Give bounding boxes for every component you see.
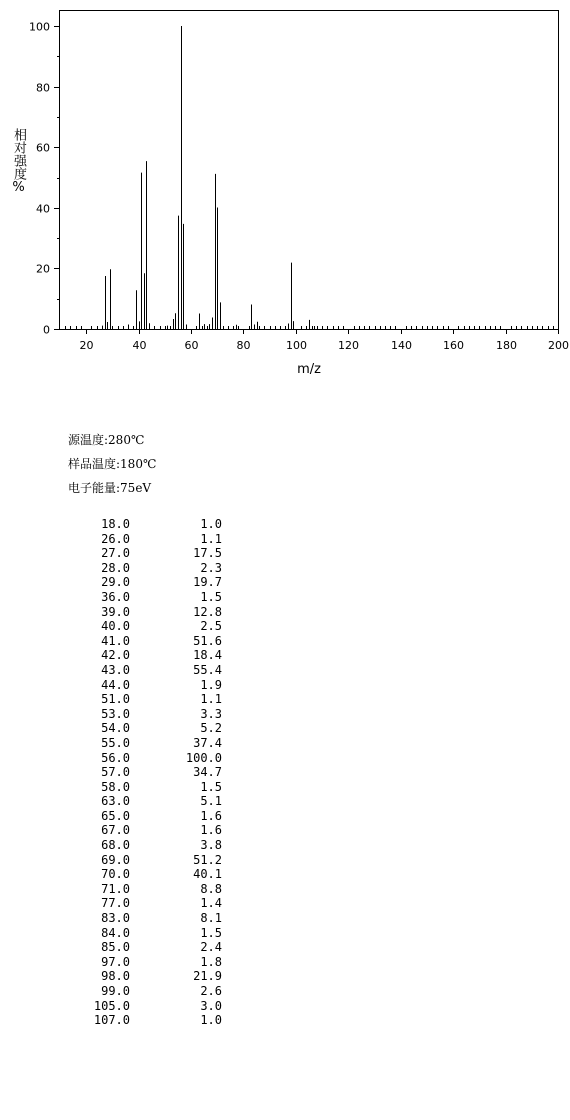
table-row	[68, 575, 222, 590]
abundance-value: 1.0	[200, 1013, 222, 1028]
abundance-value: 51.2	[193, 852, 222, 867]
mz-value: 99.0	[101, 984, 130, 998]
mz-value: 97.0	[101, 954, 130, 969]
y-axis-ticks	[29, 21, 60, 337]
abundance-value: 1.6	[200, 808, 222, 823]
table-row	[68, 896, 222, 911]
sample-temperature: 样品温度:180℃	[68, 457, 157, 471]
table-row	[68, 882, 222, 897]
mz-value: 58.0	[101, 779, 130, 794]
abundance-value: 1.5	[200, 779, 222, 794]
abundance-value: 2.4	[200, 940, 222, 955]
table-row	[68, 999, 222, 1014]
mz-value: 107.0	[93, 1013, 130, 1028]
table-row	[68, 969, 222, 984]
acquisition-conditions	[68, 428, 156, 500]
abundance-value: 55.4	[193, 662, 222, 677]
mz-value: 70.0	[101, 867, 130, 882]
abundance-value: 3.0	[200, 998, 222, 1013]
table-row	[68, 940, 222, 955]
mz-value: 27.0	[101, 546, 130, 561]
abundance-value: 1.8	[200, 954, 222, 969]
table-row	[68, 838, 222, 853]
mz-value: 42.0	[101, 648, 130, 663]
abundance-value: 5.1	[200, 794, 222, 809]
abundance-value: 19.7	[193, 575, 222, 590]
x-tick-label: 120	[338, 339, 359, 352]
mz-value: 43.0	[101, 662, 130, 677]
y-axis-label-box	[11, 128, 27, 195]
table-row	[68, 590, 222, 605]
mz-value: 85.0	[101, 940, 130, 955]
table-row	[68, 926, 222, 941]
y-tick-label: 20	[36, 262, 50, 276]
mz-value: 51.0	[101, 692, 130, 707]
abundance-value: 1.0	[200, 517, 222, 531]
table-row	[68, 955, 222, 970]
table-row	[68, 984, 222, 999]
abundance-value: 51.6	[193, 633, 222, 648]
mz-value: 39.0	[101, 604, 130, 619]
x-axis-ticks	[80, 329, 570, 352]
y-axis-label: 相对强度%	[11, 128, 26, 195]
peak-list-body	[68, 517, 222, 1028]
abundance-value: 5.2	[200, 721, 222, 736]
chart-svg	[0, 0, 570, 390]
table-row	[68, 780, 222, 795]
mz-value: 53.0	[101, 706, 130, 721]
peak-list-table	[68, 517, 222, 1028]
table-row	[68, 561, 222, 576]
mz-value: 65.0	[101, 808, 130, 823]
table-row	[68, 546, 222, 561]
abundance-value: 1.9	[200, 677, 222, 692]
table-row	[68, 853, 222, 868]
table-row	[68, 1013, 222, 1028]
abundance-value: 8.1	[200, 911, 222, 926]
mz-value: 54.0	[101, 721, 130, 736]
mz-value: 84.0	[101, 925, 130, 940]
abundance-value: 1.4	[200, 896, 222, 911]
table-row	[68, 605, 222, 620]
x-tick-label: 60	[184, 339, 199, 352]
table-row	[68, 751, 222, 766]
abundance-value: 18.4	[193, 648, 222, 663]
table-row	[68, 794, 222, 809]
minor-ticks	[57, 57, 554, 330]
electron-energy: 电子能量:75eV	[68, 481, 152, 495]
x-axis-label: m/z	[297, 362, 321, 377]
mz-value: 77.0	[101, 896, 130, 911]
mz-value: 36.0	[101, 589, 130, 604]
table-row	[68, 648, 222, 663]
mz-value: 41.0	[101, 633, 130, 648]
mz-value: 28.0	[101, 560, 130, 575]
abundance-value: 2.3	[200, 560, 222, 575]
table-row	[68, 911, 222, 926]
spectrum-peaks	[82, 26, 315, 329]
x-tick-label: 20	[79, 339, 94, 352]
table-row	[68, 517, 222, 532]
mz-value: 57.0	[101, 765, 130, 780]
abundance-value: 1.1	[200, 531, 222, 546]
mz-value: 29.0	[101, 575, 130, 590]
abundance-value: 1.5	[200, 925, 222, 940]
plot-frame	[60, 11, 559, 330]
x-tick-label: 40	[132, 339, 147, 352]
table-row	[68, 823, 222, 838]
abundance-value: 1.5	[200, 589, 222, 604]
table-row	[68, 721, 222, 736]
mz-value: 105.0	[93, 998, 130, 1013]
table-row	[68, 532, 222, 547]
abundance-value: 8.8	[200, 881, 222, 896]
abundance-value: 100.0	[185, 750, 222, 765]
y-tick-label: 100	[29, 20, 50, 34]
mz-value: 40.0	[101, 619, 130, 634]
table-row	[68, 765, 222, 780]
mz-value: 44.0	[101, 677, 130, 692]
abundance-value: 40.1	[193, 867, 222, 882]
mz-value: 18.0	[101, 517, 130, 531]
table-row	[68, 736, 222, 751]
abundance-value: 1.6	[200, 823, 222, 838]
mz-value: 56.0	[101, 750, 130, 765]
x-tick-label: 200	[548, 339, 569, 352]
table-row	[68, 678, 222, 693]
source-temperature: 源温度:280℃	[68, 433, 145, 447]
x-tick-label: 80	[236, 339, 251, 352]
abundance-value: 3.8	[200, 838, 222, 853]
x-tick-label: 140	[391, 339, 412, 352]
mz-value: 83.0	[101, 911, 130, 926]
mz-value: 55.0	[101, 735, 130, 750]
table-row	[68, 707, 222, 722]
mz-value: 69.0	[101, 852, 130, 867]
table-row	[68, 619, 222, 634]
abundance-value: 34.7	[193, 765, 222, 780]
abundance-value: 37.4	[193, 735, 222, 750]
y-tick-label: 60	[36, 141, 50, 155]
mz-value: 63.0	[101, 794, 130, 809]
mz-value: 71.0	[101, 881, 130, 896]
x-tick-label: 180	[496, 339, 517, 352]
mass-spectrum-chart	[0, 0, 570, 390]
table-row	[68, 663, 222, 678]
mz-value: 26.0	[101, 531, 130, 546]
x-tick-label: 160	[443, 339, 464, 352]
abundance-value: 3.3	[200, 706, 222, 721]
mz-value: 98.0	[101, 969, 130, 984]
table-row	[68, 809, 222, 824]
table-row	[68, 692, 222, 707]
abundance-value: 21.9	[193, 969, 222, 984]
mz-value: 68.0	[101, 838, 130, 853]
x-tick-label: 100	[286, 339, 307, 352]
y-tick-label: 40	[36, 202, 50, 216]
abundance-value: 2.6	[200, 984, 222, 998]
abundance-value: 12.8	[193, 604, 222, 619]
y-tick-label: 0	[43, 323, 50, 337]
mz-value: 67.0	[101, 823, 130, 838]
abundance-value: 2.5	[200, 619, 222, 634]
table-row	[68, 634, 222, 649]
abundance-value: 17.5	[193, 546, 222, 561]
table-row	[68, 867, 222, 882]
abundance-value: 1.1	[200, 692, 222, 707]
y-tick-label: 80	[36, 81, 50, 95]
